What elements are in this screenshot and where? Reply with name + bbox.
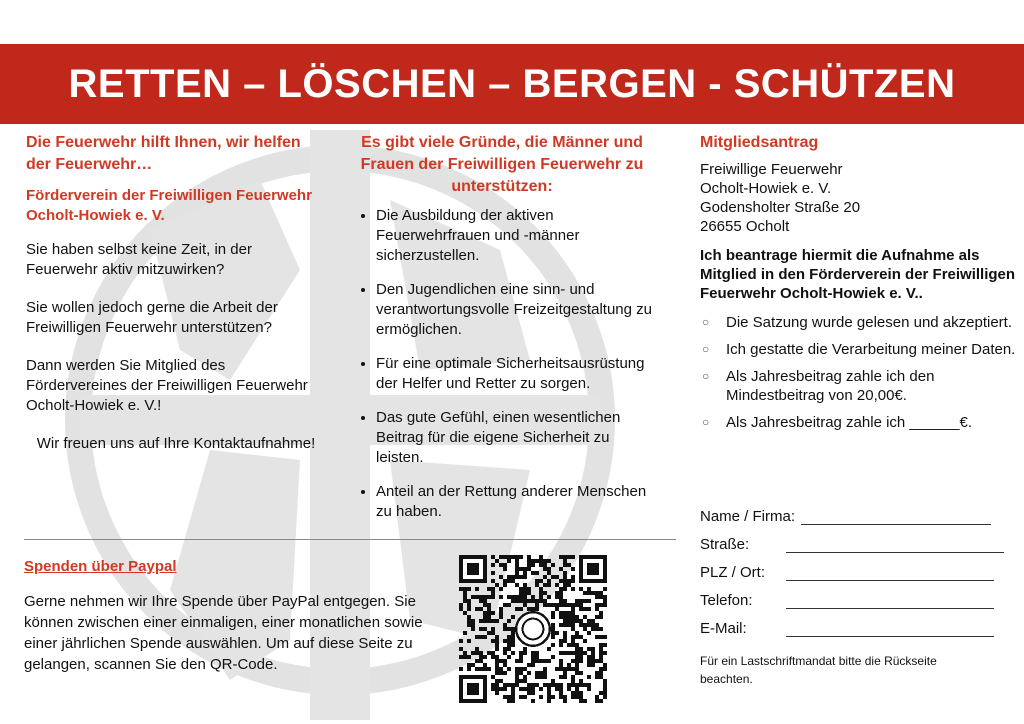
form-heading: Mitgliedsantrag — [700, 134, 819, 151]
field-label: E-Mail: — [700, 620, 747, 637]
left-column — [26, 132, 326, 472]
left-closing: Wir freuen uns auf Ihre Kontaktaufnahme! — [36, 435, 316, 452]
field-label: Name / Firma: — [700, 508, 796, 525]
reason-item: • Das gute Gefühl, einen wesentlichen Beitrag für die eigene Sicherheit zu leisten. — [376, 408, 652, 468]
address-line: Godensholter Straße 20 — [700, 199, 861, 216]
title-banner — [0, 44, 1024, 124]
address-line: Ocholt-Howiek e. V. — [700, 180, 832, 197]
left-paragraph: Sie haben selbst keine Zeit, in der Feuerwehr aktiv mitzuwirken? — [26, 241, 252, 278]
email-field[interactable] — [700, 609, 1010, 637]
field-line[interactable] — [786, 621, 994, 637]
field-line[interactable] — [786, 565, 994, 581]
reason-item: • Für eine optimale Sicherheitsausrüstung der Helfer und Retter zu sorgen. — [376, 354, 652, 394]
reason-item: • Anteil an der Rettung anderer Menschen zu haben. — [376, 482, 652, 522]
reasons-list — [352, 206, 652, 522]
direct-debit-note: Für ein Lastschriftmandat bitte die Rückseite beachten. — [700, 654, 937, 686]
qr-code[interactable] — [459, 555, 607, 703]
phone-field[interactable] — [700, 581, 1010, 609]
address-line: 26655 Ocholt — [700, 218, 790, 235]
reason-item: • Den Jugendlichen eine sinn- und verantwortungsvolle Freizeitgestaltung zu ermöglichen. — [376, 280, 652, 340]
left-heading: Die Feuerwehr hilft Ihnen, wir helfen der Feuerwehr… — [26, 134, 301, 173]
left-paragraph: Sie wollen jedoch gerne die Arbeit der Freiwilligen Feuerwehr unterstützen? — [26, 299, 278, 336]
field-line[interactable] — [801, 509, 991, 525]
option-checkbox[interactable]: ○ Als Jahresbeitrag zahle ich den Mindestbeitrag von 20,00€. — [700, 367, 1018, 405]
option-checkbox[interactable]: ○ Die Satzung wurde gelesen und akzeptiert. — [700, 313, 1018, 332]
field-label: PLZ / Ort: — [700, 564, 766, 581]
field-line[interactable] — [786, 537, 1004, 553]
option-checkbox[interactable]: ○ Als Jahresbeitrag zahle ich ______€. — [700, 413, 1018, 432]
paypal-section — [24, 556, 454, 675]
banner-title: RETTEN – LÖSCHEN – BERGEN - SCHÜTZEN — [68, 62, 956, 106]
paypal-heading: Spenden über Paypal — [24, 558, 177, 575]
field-label: Telefon: — [700, 592, 753, 609]
street-field[interactable] — [700, 525, 1010, 553]
field-line[interactable] — [786, 593, 994, 609]
form-fields — [700, 497, 1010, 637]
checkbox-options — [700, 313, 1018, 432]
option-checkbox[interactable]: ○ Ich gestatte die Verarbeitung meiner Daten. — [700, 340, 1018, 359]
zip-city-field[interactable] — [700, 553, 1010, 581]
middle-column — [352, 132, 652, 536]
reason-item: • Die Ausbildung der aktiven Feuerwehrfrauen und -männer sicherzustellen. — [376, 206, 652, 266]
section-divider — [24, 539, 676, 540]
name-field[interactable] — [700, 497, 1010, 525]
membership-form — [700, 132, 1018, 440]
address-line: Freiwillige Feuerwehr — [700, 161, 843, 178]
left-subheading: Förderverein der Freiwilligen Feuerwehr Ocholt-Howiek e. V. — [26, 187, 312, 224]
paypal-text: Gerne nehmen wir Ihre Spende über PayPal entgegen. Sie können zwischen einer einmaligen, einer monatlichen sowie einer jährlichen Spende auswählen. Um auf diese Seite zu gelangen, scannen Sie den QR-Code. — [24, 593, 423, 673]
middle-heading: Es gibt viele Gründe, die Männer und Frauen der Freiwilligen Feuerwehr zu unterstützen: — [360, 134, 644, 195]
application-statement: Ich beantrage hiermit die Aufnahme als Mitglied in den Förderverein der Freiwilligen Feuerwehr Ocholt-Howiek e. V.. — [700, 247, 1016, 302]
address-block — [700, 160, 1018, 236]
field-label: Straße: — [700, 536, 750, 553]
left-paragraph: Dann werden Sie Mitglied des Fördervereines der Freiwilligen Feuerwehr Ocholt-Howiek e. V.! — [26, 357, 308, 414]
